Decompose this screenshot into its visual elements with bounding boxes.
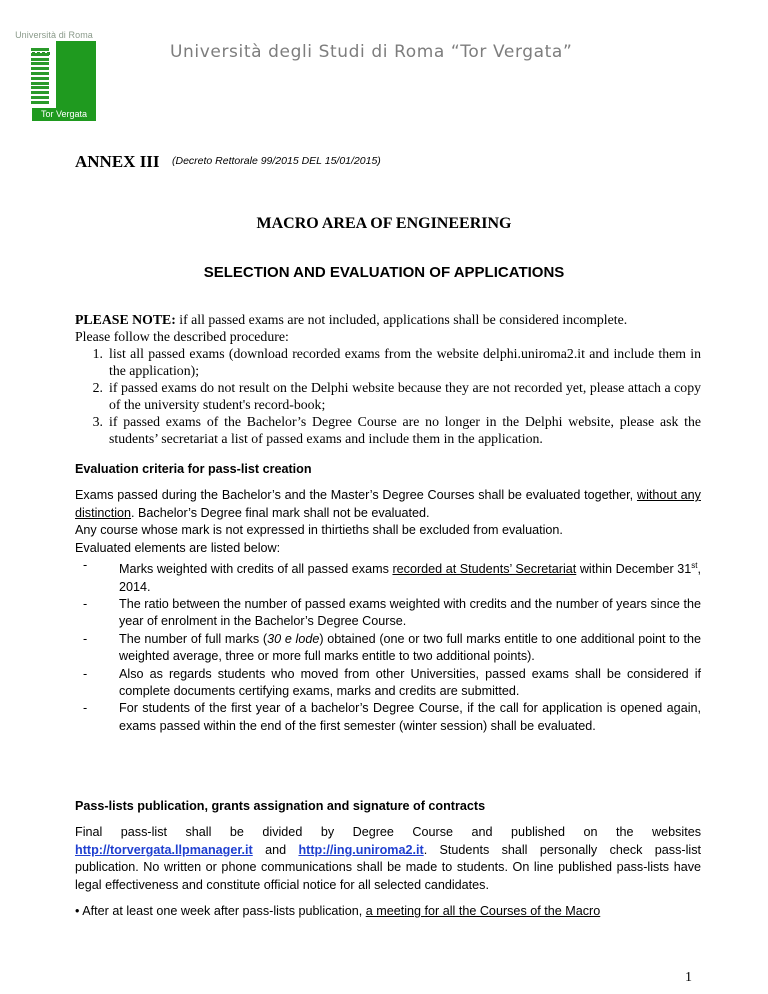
criteria-heading: Evaluation criteria for pass-list creation xyxy=(75,462,312,476)
criteria-section xyxy=(75,461,701,735)
passlist-heading: Pass-lists publication, grants assignation and signature of contracts xyxy=(75,799,486,813)
criteria-paragraph: Any course whose mark is not expressed in thirtieths shall be excluded from evaluation. xyxy=(75,523,563,538)
annex-title: ANNEX III xyxy=(75,152,160,171)
logo-stripes xyxy=(31,48,49,108)
logo-bottom-text: Tor Vergata xyxy=(32,108,96,121)
llpmanager-link[interactable]: http://torvergata.llpmanager.it xyxy=(75,842,253,857)
criteria-paragraph: Evaluated elements are listed below: xyxy=(75,540,281,555)
procedure-item: 2. if passed exams do not result on the Delphi website because they are not recorded yet, please attach a copy of the university student's record-book; xyxy=(92,380,701,412)
page-number: 1 xyxy=(685,970,692,985)
note-paragraph xyxy=(75,311,701,328)
decree-reference: (Decreto Rettorale 99/2015 DEL 15/01/2015) xyxy=(172,155,381,167)
procedure-item: 3. if passed exams of the Bachelor’s Degree Course are no longer in the Delphi website, please ask the students’ secretariat a list of passed exams and include them in the application. xyxy=(92,414,701,446)
criteria-item: - The number of full marks (30 e lode) obtained (one or two full marks entitle to one additional point to the weighted average, three or more full marks entitle to two additional points). xyxy=(83,631,701,664)
university-name: Università degli Studi di Roma “Tor Vergata” xyxy=(170,42,573,62)
macro-area-title: MACRO AREA OF ENGINEERING xyxy=(256,215,512,232)
logo-top-text: Università di Roma xyxy=(15,30,93,40)
criteria-item: - The ratio between the number of passed exams weighted with credits and the number of years since the year of enrolment in the Bachelor’s Degree Course. xyxy=(83,597,701,629)
procedure-list xyxy=(75,345,701,447)
uniroma2-link[interactable]: http://ing.uniroma2.it xyxy=(298,842,424,857)
note-block xyxy=(75,311,701,447)
passlist-section xyxy=(75,798,701,920)
criteria-item: - Marks weighted with credits of all passed exams recorded at Students’ Secretariat within December 31st, 2014. xyxy=(83,558,701,594)
logo-green-block xyxy=(56,41,96,110)
criteria-paragraph: Exams passed during the Bachelor’s and the Master’s Degree Courses shall be evaluated together, without any distinction. Bachelor’s Degree final mark shall not be evaluated. xyxy=(75,488,701,520)
procedure-item: 1. list all passed exams (download recorded exams from the website delphi.uniroma2.it and include them in the application); xyxy=(92,346,701,378)
university-logo xyxy=(12,28,96,118)
criteria-list xyxy=(83,557,701,735)
note-follow: Please follow the described procedure: xyxy=(75,329,289,344)
passlist-bullet-item: • After at least one week after pass-lists publication, a meeting for all the Courses of the Macro xyxy=(75,904,601,919)
section-title: SELECTION AND EVALUATION OF APPLICATIONS xyxy=(203,264,565,281)
note-text: if all passed exams are not included, applications shall be considered incomplete. xyxy=(175,312,628,327)
note-label: PLEASE NOTE: xyxy=(75,312,176,327)
logo-dots xyxy=(32,42,52,45)
criteria-item: - For students of the first year of a bachelor’s Degree Course, if the call for application is opened again, exams passed within the end of the first semester (winter session) shall be evaluated. xyxy=(83,701,701,733)
criteria-item: - Also as regards students who moved from other Universities, passed exams shall be considered if complete documents certifying exams, marks and credits are submitted. xyxy=(83,666,701,699)
passlist-paragraph: Final pass-list shall be divided by Degree Course and published on the websites http://torvergata.llpmanager.it and http://ing.uniroma2.it. Students shall personally check pass-list publication. No written or phone communications shall be made to students. On line published pass-lists have legal effectiveness and constitute official notice for all selected candidates. xyxy=(75,825,701,892)
